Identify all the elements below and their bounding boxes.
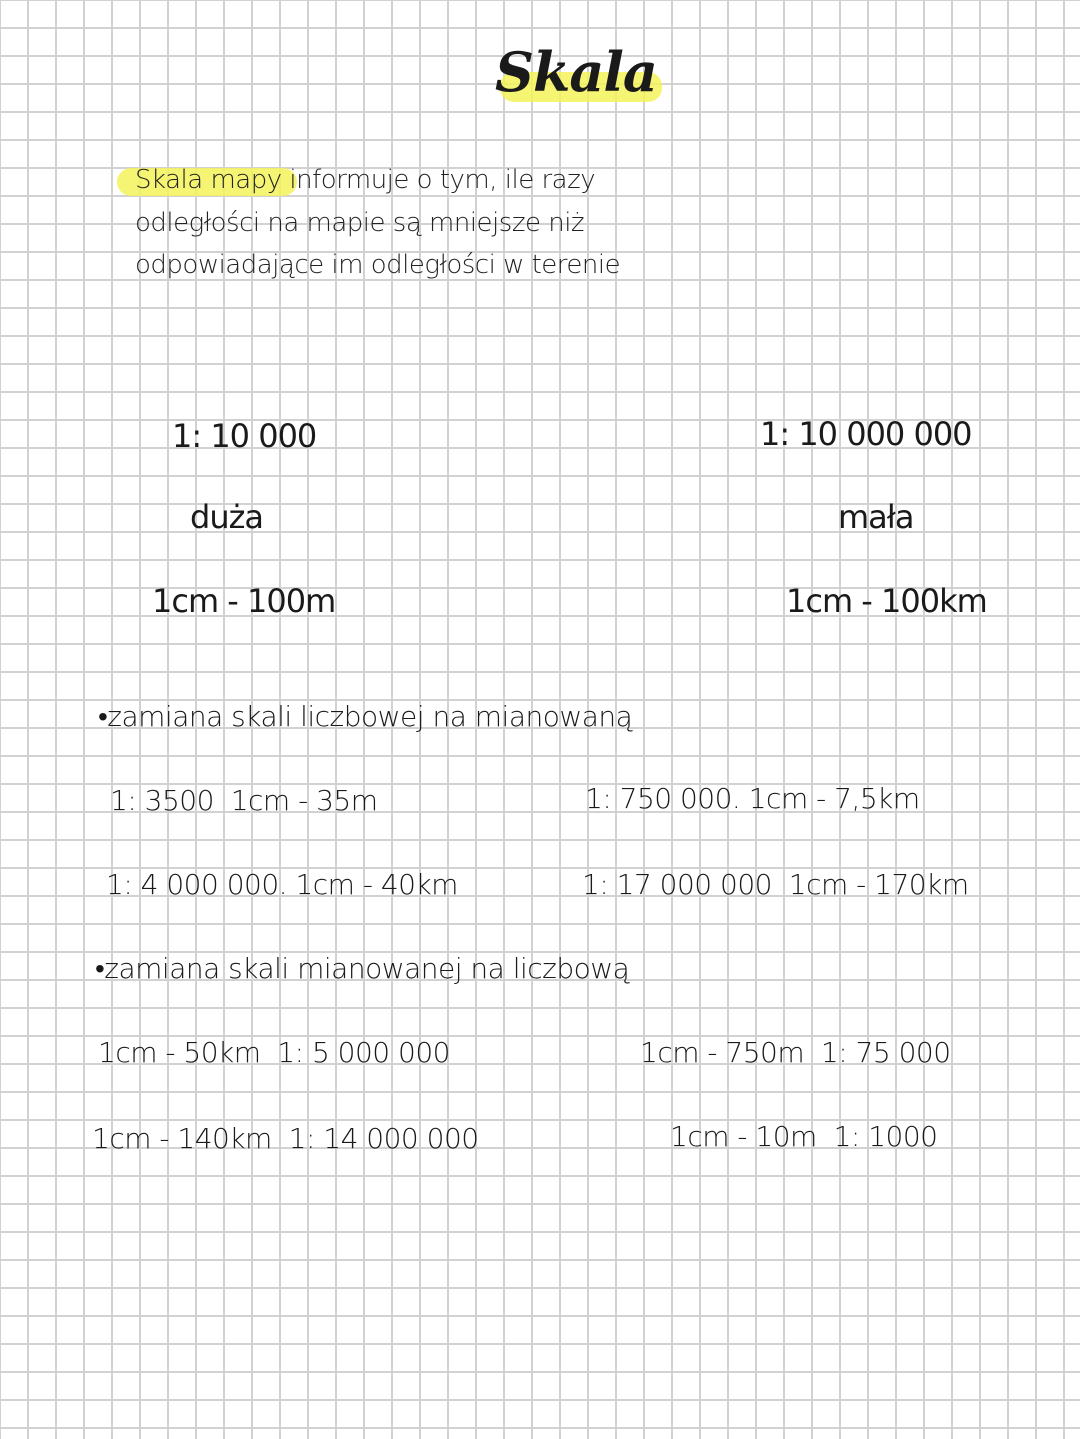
highlighted-term: Skala mapy xyxy=(135,165,282,195)
conversion-item: 1: 3500 1cm - 35m xyxy=(110,784,378,817)
definition-line-3: odpowiadające im odległości w terenie xyxy=(135,250,621,280)
large-scale-named: 1cm - 100m xyxy=(152,582,336,620)
conversion-item: 1: 17 000 000 1cm - 170km xyxy=(582,868,969,901)
large-scale-value: 1: 10 000 xyxy=(172,417,317,455)
conversion-item: 1cm - 140km 1: 14 000 000 xyxy=(92,1122,479,1155)
large-scale-label: duża xyxy=(190,498,263,536)
small-scale-label: mała xyxy=(838,498,914,536)
conversion-item: 1cm - 750m 1: 75 000 xyxy=(640,1036,951,1069)
small-scale-value: 1: 10 000 000 xyxy=(760,415,972,453)
conversion-item: 1: 750 000. 1cm - 7,5km xyxy=(585,782,920,815)
page-title: Skala xyxy=(495,40,657,104)
small-scale-named: 1cm - 100km xyxy=(786,582,987,620)
section2-heading: •zamiana skali mianowanej na liczbową xyxy=(95,952,630,985)
definition-line-2: odległości na mapie są mniejsze niż xyxy=(135,208,585,238)
definition-line-1 xyxy=(135,165,595,195)
conversion-item: 1: 4 000 000. 1cm - 40km xyxy=(106,868,458,901)
conversion-item: 1cm - 50km 1: 5 000 000 xyxy=(98,1036,450,1069)
definition-text: informuje o tym, ile razy xyxy=(281,165,596,195)
conversion-item: 1cm - 10m 1: 1000 xyxy=(670,1120,938,1153)
section1-heading: •zamiana skali liczbowej na mianowaną xyxy=(98,700,633,733)
